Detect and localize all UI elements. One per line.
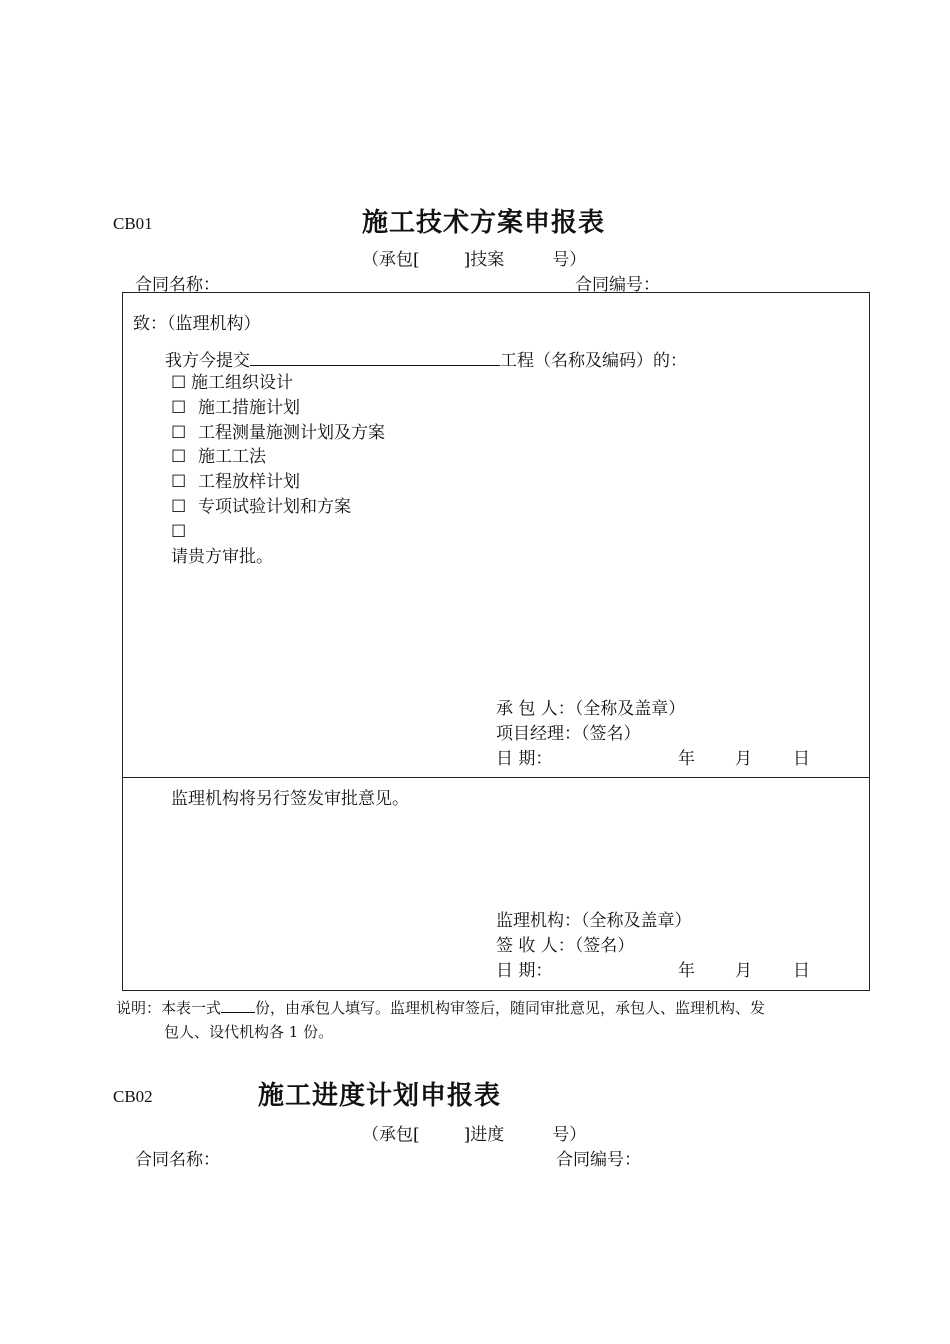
form2-code: CB02	[113, 1087, 153, 1106]
number-middle: ]技案	[463, 250, 505, 270]
supervision-text: 监理机构将另行签发审批意见。	[171, 789, 409, 809]
note-line-1	[116, 997, 765, 1018]
month-label: 月	[735, 749, 752, 769]
checkbox-icon[interactable]: ☐	[171, 373, 187, 393]
month-label-2: 月	[735, 961, 752, 981]
number-prefix: （承包[	[362, 250, 420, 270]
day-label-2: 日	[793, 961, 810, 981]
contract-name-label: 合同名称：	[135, 275, 220, 295]
submit-prefix: 我方今提交	[165, 351, 250, 371]
number-suffix: 号）	[552, 1125, 587, 1145]
option-item[interactable]: ☐ 专项试验计划和方案	[171, 495, 385, 520]
option-item[interactable]: ☐ 施工工法	[171, 445, 385, 470]
section-divider	[122, 777, 870, 778]
option-item[interactable]: ☐ 工程放样计划	[171, 470, 385, 495]
checkbox-icon[interactable]: ☐	[171, 472, 187, 493]
copies-blank[interactable]	[221, 1000, 255, 1013]
day-label: 日	[793, 749, 810, 769]
year-label-2: 年	[678, 961, 695, 981]
checkbox-icon[interactable]: ☐	[171, 422, 187, 443]
checkbox-icon[interactable]: ☐	[171, 521, 187, 542]
option-item[interactable]: ☐ 工程测量施测计划及方案	[171, 421, 385, 446]
form-code: CB01	[113, 214, 153, 233]
year-label: 年	[678, 749, 695, 769]
number-suffix: 号）	[552, 250, 587, 270]
project-name-blank[interactable]	[250, 351, 500, 366]
form-number-line	[362, 245, 586, 270]
date-label: 日 期：	[496, 749, 553, 769]
option-item[interactable]: ☐ 施工措施计划	[171, 396, 385, 421]
note-line-2: 包人、设代机构各 1 份。	[164, 1023, 334, 1041]
number-prefix: （承包[	[362, 1125, 420, 1145]
pm-label: 项目经理：（签名）	[496, 724, 641, 744]
checkbox-icon[interactable]: ☐	[171, 397, 187, 418]
note-body: 份，由承包人填写。监理机构审签后，随同审批意见，承包人、监理机构、发	[255, 999, 766, 1017]
addressee: 致：（监理机构）	[133, 314, 261, 334]
option-list	[171, 371, 385, 569]
date-label-2: 日 期：	[496, 961, 553, 981]
supervisor-label: 监理机构：（全称及盖章）	[496, 911, 692, 931]
checkbox-icon[interactable]: ☐	[171, 496, 187, 517]
form-title: 施工技术方案申报表	[362, 208, 606, 238]
option-item[interactable]: ☐ 施工组织设计	[171, 371, 385, 396]
submit-line	[165, 346, 687, 371]
receiver-label: 签 收 人：（签名）	[496, 936, 635, 956]
request-text: 请贵方审批。	[171, 546, 273, 567]
form2-title: 施工进度计划申报表	[258, 1081, 502, 1111]
number-middle: ]进度	[463, 1125, 505, 1145]
contractor-label: 承 包 人：（全称及盖章）	[496, 699, 686, 719]
contract-no-label: 合同编号：	[575, 275, 660, 295]
note-prefix: 说明：本表一式	[116, 999, 222, 1017]
form2-contract-no-label: 合同编号：	[556, 1150, 641, 1170]
option-item[interactable]	[171, 520, 385, 545]
submit-suffix: 工程（名称及编码）的：	[500, 351, 687, 371]
form2-number-line	[362, 1120, 586, 1145]
form2-contract-name-label: 合同名称：	[135, 1150, 220, 1170]
checkbox-icon[interactable]: ☐	[171, 447, 187, 468]
